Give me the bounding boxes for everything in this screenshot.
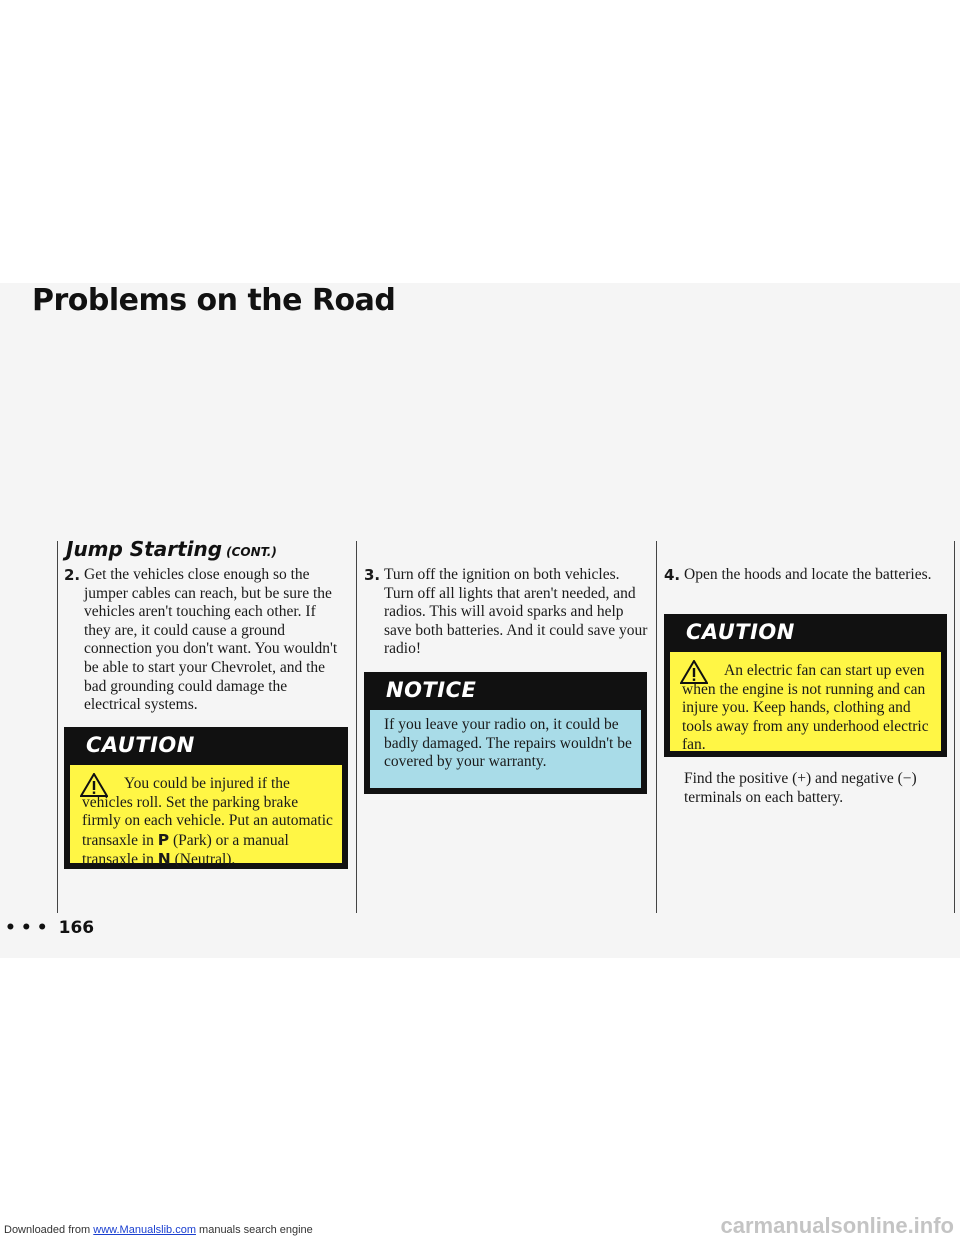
section-heading-text: Jump Starting [66, 537, 223, 561]
column-divider-1 [356, 541, 357, 913]
watermark: carmanualsonline.info [720, 1213, 954, 1238]
notice-box [364, 672, 647, 794]
step-4-text: Open the hoods and locate the batteries. [684, 566, 932, 583]
notice-text: If you leave your radio on, it could be badly damaged. The repairs wouldn't be covered by your warranty. [384, 716, 632, 771]
step-2 [64, 566, 346, 715]
section-heading-cont: (CONT.) [226, 545, 277, 559]
column-divider-right [954, 541, 955, 913]
step-4 [664, 566, 944, 585]
column-divider-left [57, 541, 58, 913]
caution-body [670, 652, 941, 754]
page-number-value: 166 [58, 918, 95, 938]
page-number [0, 918, 94, 938]
step-2-number: 2. [64, 566, 81, 584]
page-title: Problems on the Road [32, 283, 396, 318]
caution-text: You could be injured if the vehicles roll. Set the parking brake firmly on each vehicle. Put an automatic transaxle in P (Park) or a manual transaxle in N (Neutral). [82, 775, 333, 869]
step-3 [364, 566, 649, 659]
caution-body [70, 765, 342, 869]
step-3-text: Turn off the ignition on both vehicles. Turn off all lights that aren't needed, and radios. This will avoid sparks and help save both batteries. And it could save your radio! [384, 566, 648, 658]
warning-triangle-icon [80, 773, 108, 797]
warning-triangle-icon [680, 660, 708, 684]
caution-text: An electric fan can start up even when the engine is not running and can injure you. Keep hands, clothing and tools away from any underhood electric fan. [682, 662, 929, 754]
step-2-text: Get the vehicles close enough so the jumper cables can reach, but be sure the vehicles aren't touching each other. If they are, it could cause a ground connection you don't want. You wouldn't be able to start your Chevrolet, and the bad grounding could damage the electrical systems. [84, 566, 338, 714]
page-dots: ••• [5, 918, 53, 938]
find-terminals-text: Find the positive (+) and negative (−) terminals on each battery. [684, 770, 917, 806]
caution-box-fan [664, 614, 947, 757]
footer-credit [4, 1224, 313, 1236]
step-3-number: 3. [364, 566, 381, 584]
notice-body [370, 710, 641, 788]
caution-label: CAUTION [86, 733, 195, 757]
step-4-number: 4. [664, 566, 681, 584]
notice-label: NOTICE [386, 678, 477, 702]
section-heading [66, 537, 277, 561]
footer-suffix: manuals search engine [195, 1224, 313, 1236]
footer-prefix: Downloaded from [4, 1224, 94, 1236]
manualslib-link[interactable]: www.Manualslib.com [93, 1224, 196, 1236]
caution-box-roll [64, 727, 348, 869]
column-divider-2 [656, 541, 657, 913]
caution-label: CAUTION [686, 620, 795, 644]
